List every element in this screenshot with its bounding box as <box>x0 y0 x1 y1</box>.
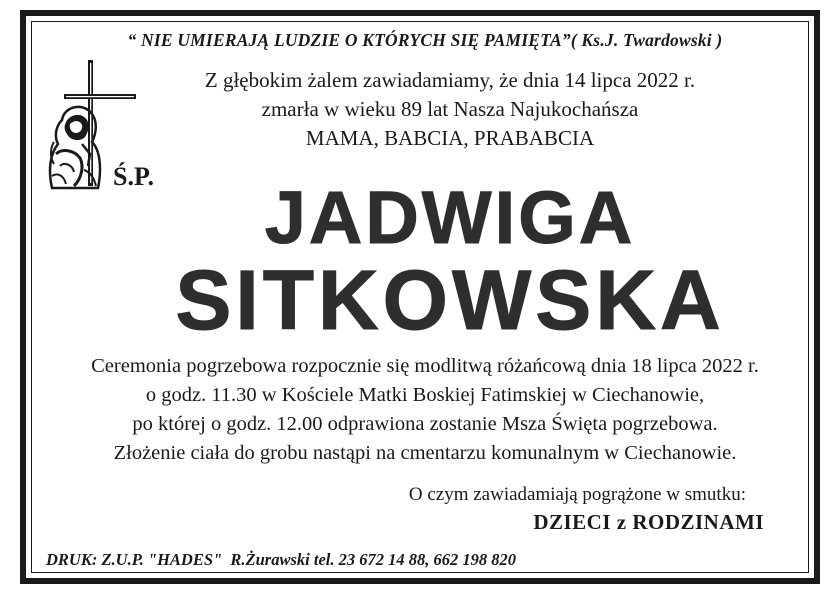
ceremony-line-3: po której o godz. 12.00 odprawiona zostanie Msza Święta pogrzebowa. <box>132 413 718 435</box>
memorial-quote: “ NIE UMIERAJĄ LUDZIE O KTÓRYCH SIĘ PAMIĘTA”( Ks.J. Twardowski ) <box>127 30 723 50</box>
sp-label: Ś.P. <box>113 162 154 191</box>
ceremony-line-2: o godz. 11.30 w Kościele Matki Boskiej Fatimskiej w Ciechanowie, <box>145 384 705 406</box>
ceremony-details <box>40 352 810 468</box>
announcement-line-1: Z głębokim żalem zawiadamiamy, że dnia 14 lipca 2022 r. <box>204 68 696 92</box>
deceased-last-name: SITKOWSKA <box>175 253 725 347</box>
printer-credit: DRUK: Z.U.P. "HADES" R.Żurawski tel. 23 672 14 88, 662 198 820 <box>46 550 516 569</box>
mourners-line: O czym zawiadamiają pogrążone w smutku: <box>408 484 746 505</box>
deceased-first-name: JADWIGA <box>264 176 636 259</box>
ceremony-line-4: Złożenie ciała do grobu nastąpi na cmentarzu komunalnym w Ciechanowie. <box>113 442 737 464</box>
ceremony-line-1: Ceremonia pogrzebowa rozpocznie się modlitwą różańcową dnia 18 lipca 2022 r. <box>91 355 759 377</box>
announcement-line-2: zmarła w wieku 89 lat Nasza Najukochańsza <box>261 97 639 121</box>
family-signature: DZIECI z RODZINAMI <box>533 510 764 534</box>
relations-line: MAMA, BABCIA, PRABABCIA <box>305 126 595 150</box>
